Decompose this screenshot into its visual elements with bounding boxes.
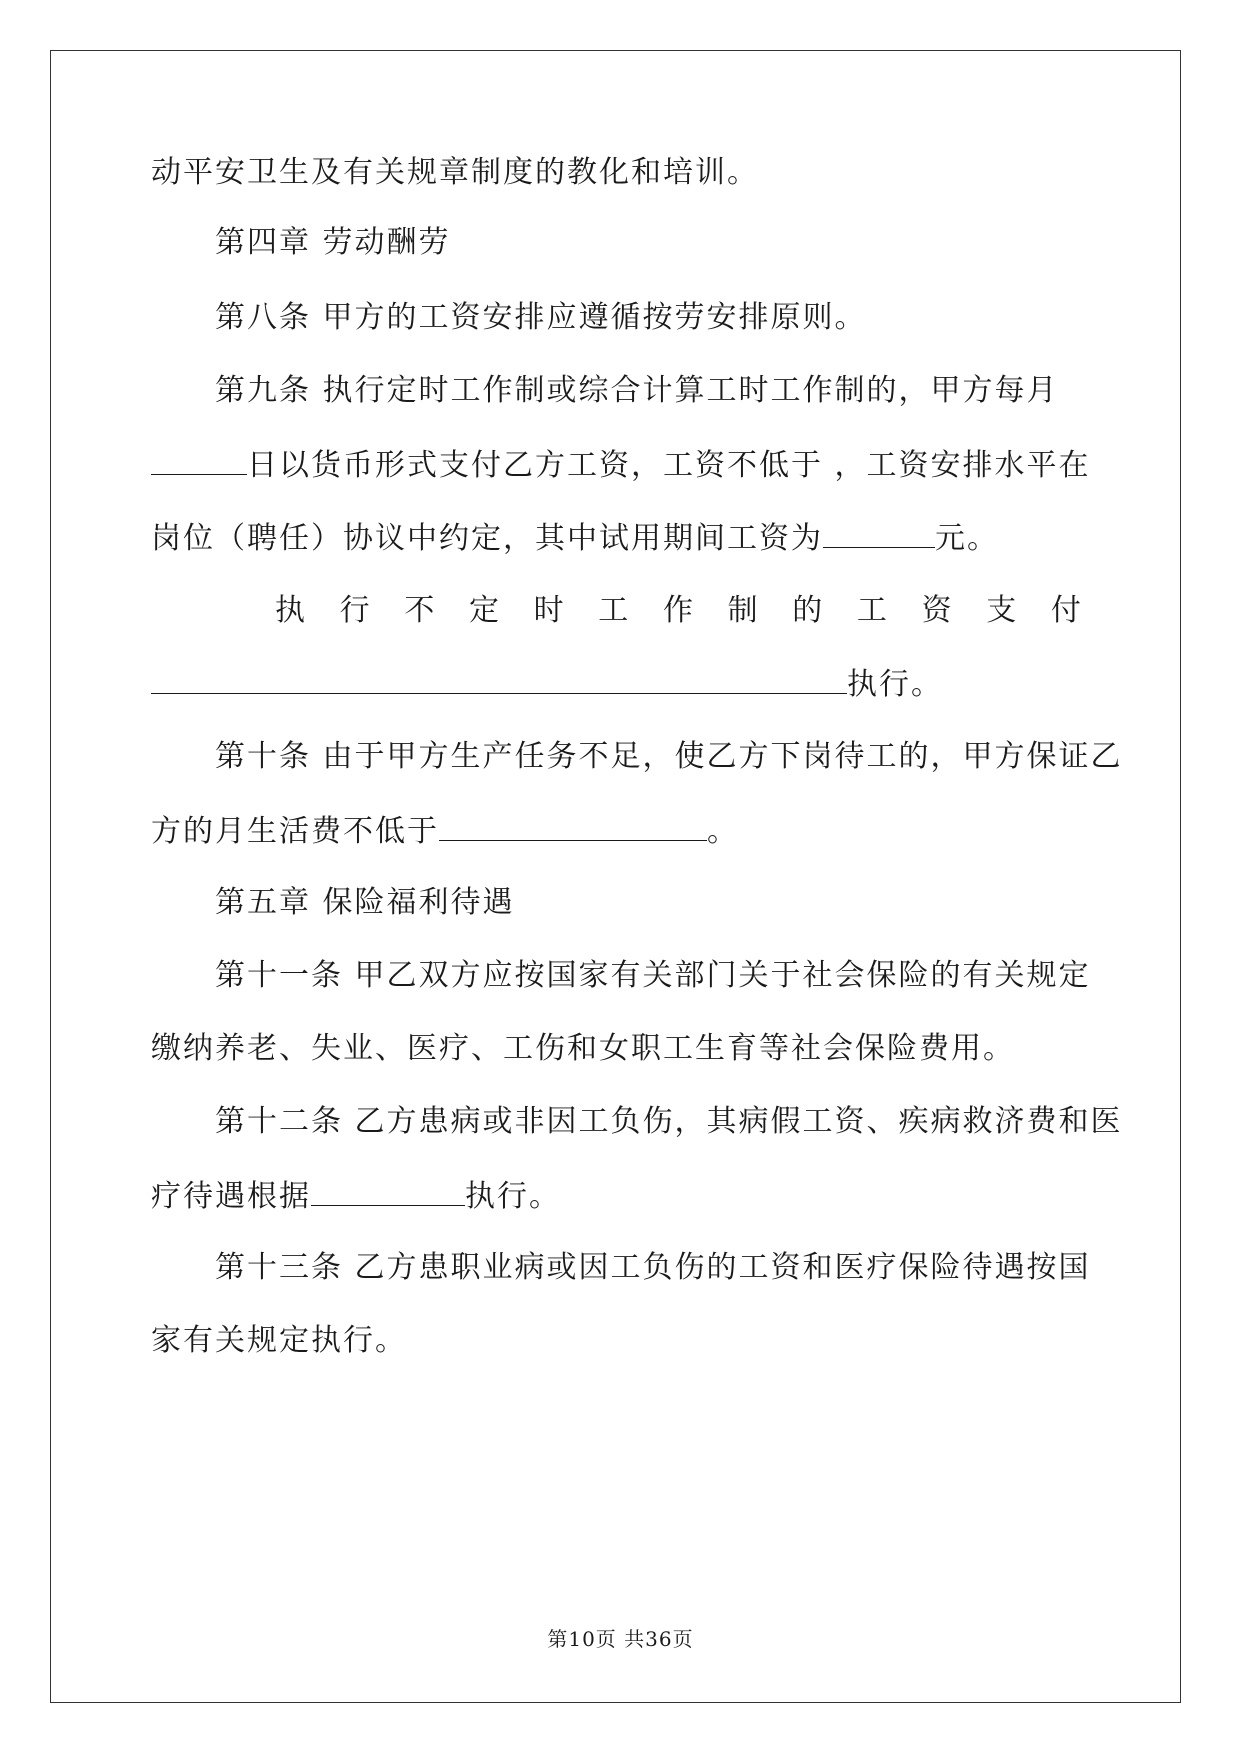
spaced-char: 时	[533, 593, 564, 628]
paragraph-line-spaced	[275, 591, 1081, 631]
line-text: 执行。	[847, 667, 943, 702]
article-13: 第十三条 乙方患职业病或因工负伤的工资和医疗保险待遇按国	[215, 1250, 1091, 1285]
line-text: 元。	[935, 521, 999, 556]
chapter-heading: 第五章 保险福利待遇	[215, 885, 515, 920]
paragraph-line	[151, 1175, 1081, 1215]
spaced-char: 工	[598, 593, 629, 628]
blank-underline	[311, 1175, 465, 1206]
line-text: 执行。	[465, 1179, 561, 1214]
spaced-char: 制	[727, 593, 758, 628]
blank-underline	[151, 444, 247, 475]
spaced-char: 支	[986, 593, 1017, 628]
article-12: 第十二条 乙方患病或非因工负伤，其病假工资、疾病救济费和医	[215, 1104, 1123, 1139]
paragraph-line: 缴纳养老、失业、医疗、工伤和女职工生育等社会保险费用。	[151, 1031, 1015, 1066]
line-text: 方的月生活费不低于	[151, 814, 439, 849]
line-text: 岗位（聘任）协议中约定，其中试用期间工资为	[151, 521, 823, 556]
spaced-char: 定	[468, 593, 499, 628]
spaced-char: 作	[662, 593, 693, 628]
spaced-char: 的	[792, 593, 823, 628]
blank-underline	[151, 663, 847, 694]
spaced-char: 工	[856, 593, 887, 628]
spaced-char: 执	[275, 593, 305, 628]
article-10: 第十条 由于甲方生产任务不足，使乙方下岗待工的，甲方保证乙	[215, 739, 1123, 774]
blank-underline	[439, 810, 707, 841]
spaced-char: 付	[1050, 593, 1081, 628]
paragraph-line	[151, 517, 1081, 557]
article-9: 第九条 执行定时工作制或综合计算工时工作制的，甲方每月	[215, 373, 1059, 408]
line-text: 。	[707, 814, 739, 849]
paragraph-line: 家有关规定执行。	[151, 1323, 407, 1358]
paragraph-line	[151, 810, 1081, 850]
chapter-heading: 第四章 劳动酬劳	[215, 225, 451, 260]
blank-underline	[823, 517, 935, 548]
paragraph-line: 动平安卫生及有关规章制度的教化和培训。	[151, 155, 759, 190]
paragraph-line	[151, 663, 1081, 703]
line-text: 日以货币形式支付乙方工资，工资不低于 ，工资安排水平在	[247, 448, 1091, 483]
article-11: 第十一条 甲乙双方应按国家有关部门关于社会保险的有关规定	[215, 958, 1091, 993]
spaced-char: 不	[404, 593, 435, 628]
page-number: 第10页 共36页	[547, 1627, 694, 1651]
spaced-char: 资	[921, 593, 952, 628]
line-text: 疗待遇根据	[151, 1179, 311, 1214]
article-8: 第八条 甲方的工资安排应遵循按劳安排原则。	[215, 300, 867, 335]
spaced-char: 行	[339, 593, 370, 628]
paragraph-line	[151, 444, 1091, 484]
